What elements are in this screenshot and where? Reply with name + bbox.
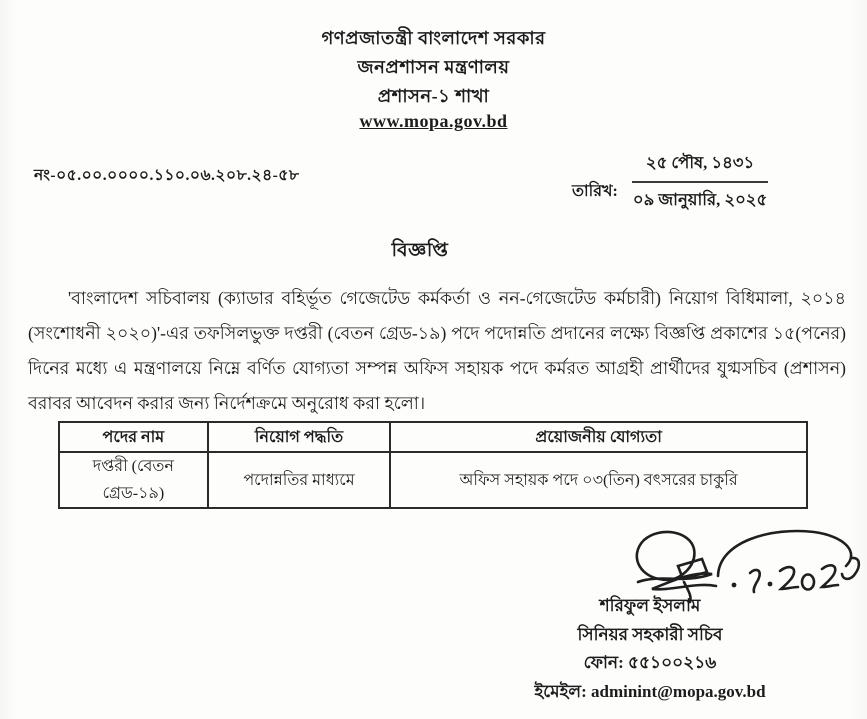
cell-post-name: দপ্তরী (বেতন গ্রেড-১৯) — [59, 452, 208, 508]
cell-appointment-method: পদোন্নতির মাধ্যমে — [208, 452, 391, 508]
date-values — [632, 150, 768, 214]
signatory-name: শরিফুল ইসলাম — [599, 596, 701, 615]
government-name: গণপ্রজাতন্ত্রী বাংলাদেশ সরকার — [321, 28, 546, 48]
header-required-qualification: প্রয়োজনীয় যোগ্যতা — [390, 422, 807, 452]
letterhead — [0, 24, 867, 132]
body-paragraph: 'বাংলাদেশ সচিবালয় (ক্যাডার বহির্ভূত গেজেটেড কর্মকর্তা ও নন-গেজেটেড কর্মচারী) নিয়োগ বিধিমালা, ২০১৪ (সংশোধনী ২০২০)'-এর তফসিলভুক্ত দপ্তরী (বেতন গ্রেড-১৯) পদে পদোন্নতি প্রদানের লক্ষ্যে বিজ্ঞপ্তি প্রকাশের ১৫(পনের) দিনের মধ্যে এ মন্ত্রণালয়ে নিম্নে বর্ণিত যোগ্যতা সম্পন্ন অফিস সহায়ক পদে কর্মরত আগ্রহী প্রার্থীদের যুগ্মসচিব (প্রশাসন) বরাবর আবেদন করার জন্য নির্দেশক্রমে অনুরোধ করা হলো। — [28, 288, 846, 413]
table-row — [59, 452, 807, 508]
memo-number: নং-০৫.০০.০০০০.১১০.০৬.২০৮.২৪-৫৮ — [34, 167, 300, 184]
signatory-phone: ফোন: ৫৫১০০২১৬ — [583, 653, 717, 672]
date-gregorian: ০৯ জানুয়ারি, ২০২৫ — [632, 190, 768, 209]
header-post-name: পদের নাম — [59, 422, 208, 452]
document-title: বিজ্ঞপ্তি — [391, 240, 449, 261]
signatory-block — [455, 592, 845, 706]
website-url: www.mopa.gov.bd — [359, 111, 508, 131]
date-block — [572, 150, 768, 214]
cell-required-qualification: অফিস সহায়ক পদে ০৩(তিন) বৎসরের চাকুরি — [390, 452, 807, 508]
date-label: তারিখ: — [572, 182, 618, 200]
ministry-name: জনপ্রশাসন মন্ত্রণালয় — [357, 57, 510, 77]
qualification-table — [58, 421, 808, 509]
branch-name: প্রশাসন-১ শাখা — [377, 86, 490, 106]
date-bangla: ২৫ পৌষ, ১৪৩১ — [632, 150, 768, 183]
header-appointment-method: নিয়োগ পদ্ধতি — [208, 422, 391, 452]
signatory-designation: সিনিয়র সহকারী সচিব — [577, 624, 723, 644]
table-header-row — [59, 422, 807, 452]
signatory-email: ইমেইল: adminint@mopa.gov.bd — [534, 681, 766, 701]
